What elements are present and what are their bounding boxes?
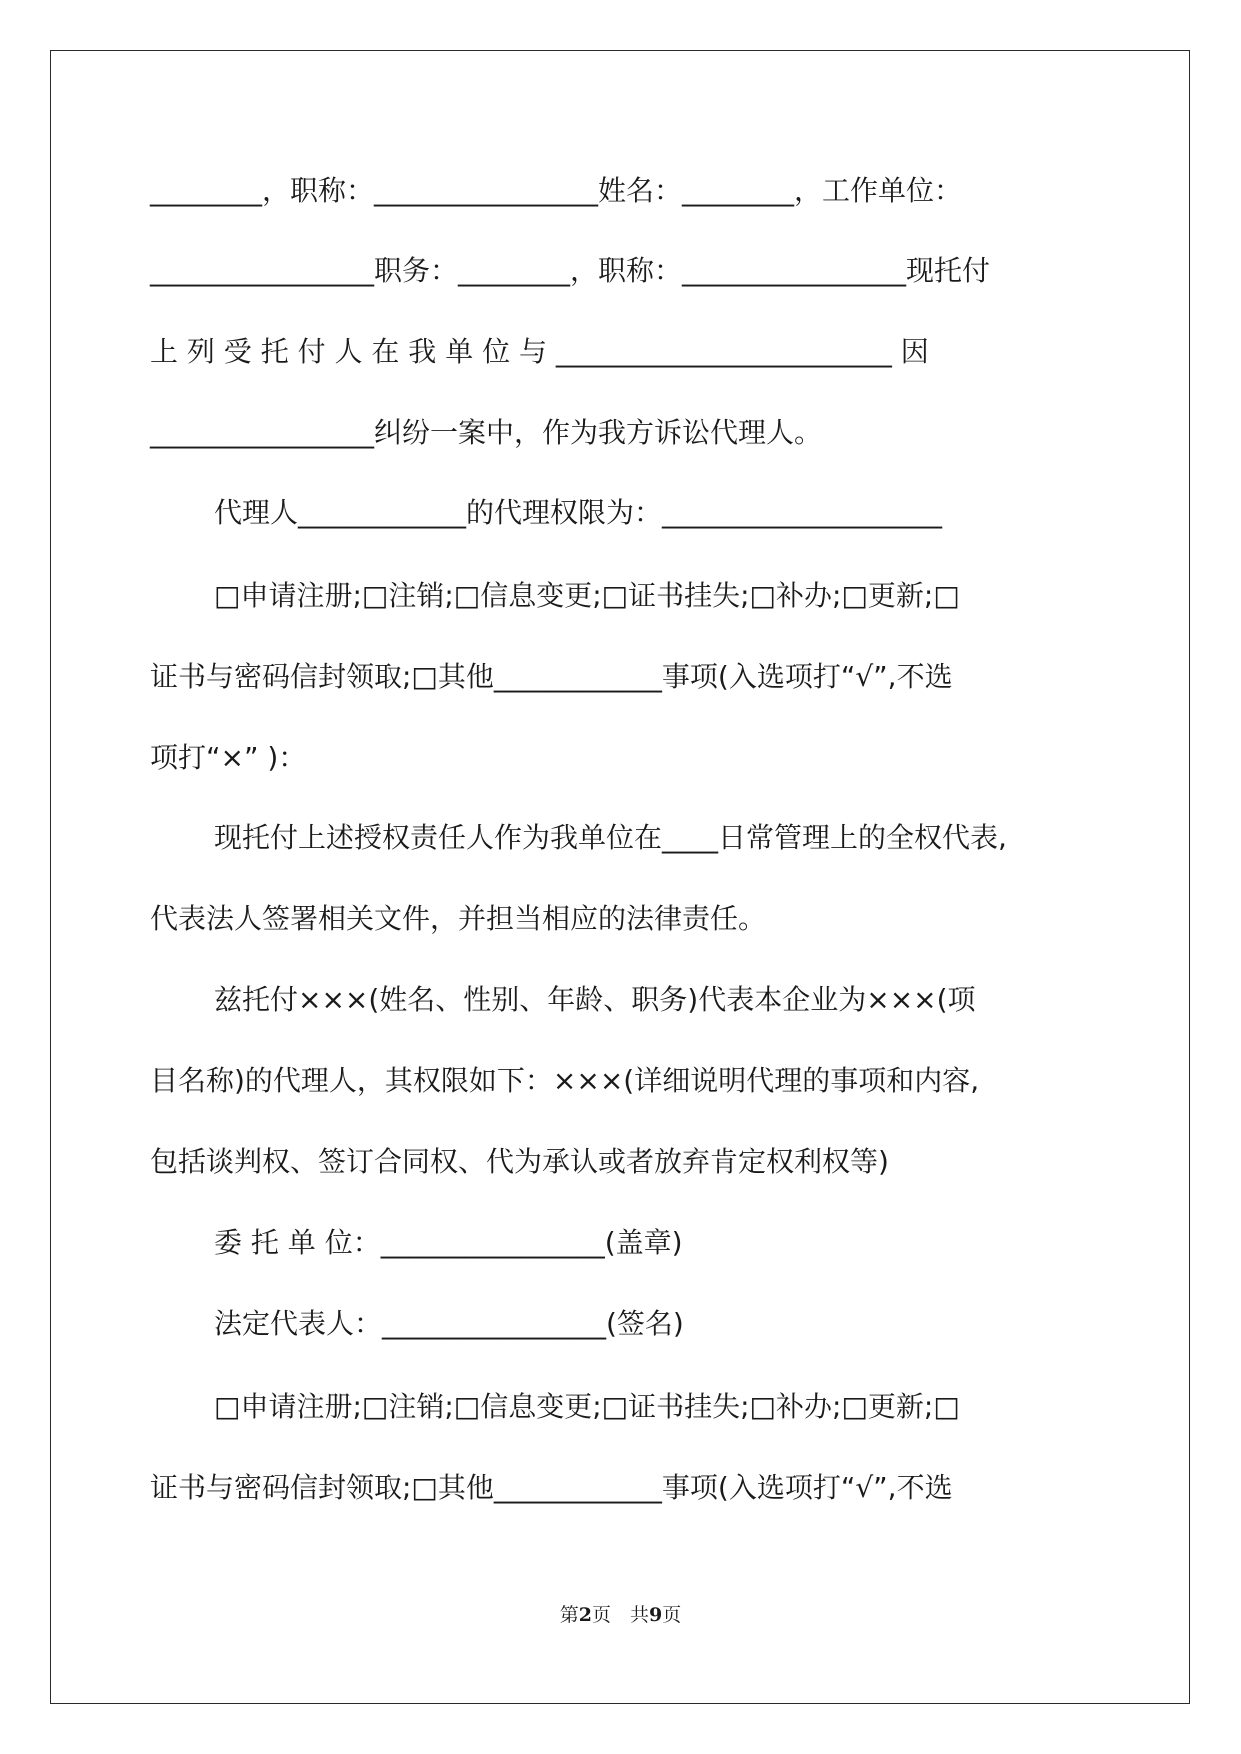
text-line: 代表法人签署相关文件，并担当相应的法律责任。 <box>150 902 767 935</box>
text-line: □申请注册;□注销;□信息变更;□证书挂失;□补办;□更新;□ <box>214 1390 960 1423</box>
text-line: 法定代表人：________________(签名) <box>214 1307 684 1340</box>
text-line: 委 托 单 位：________________(盖章) <box>214 1226 683 1259</box>
text-line: 现托付上述授权责任人作为我单位在____日常管理上的全权代表, <box>214 821 1007 854</box>
text-line: ________________职务：________，职称：________________现托付 <box>150 254 991 287</box>
text-line: ________________纠纷一案中，作为我方诉讼代理人。 <box>150 416 823 449</box>
current-page-number: 2 <box>578 1604 592 1626</box>
total-page-number: 9 <box>649 1604 663 1626</box>
page-footer <box>0 1603 1241 1627</box>
text-line: 包括谈判权、签订合同权、代为承认或者放弃肯定权利权等) <box>150 1145 889 1178</box>
footer-prefix: 第 <box>559 1604 579 1626</box>
text-line: 上 列 受 托 付 人 在 我 单 位 与 ________________________ 因 <box>150 335 929 368</box>
page-border <box>50 50 1190 1704</box>
text-line: 目名称)的代理人，其权限如下：×××(详细说明代理的事项和内容, <box>150 1064 980 1097</box>
footer-suffix: 页 <box>662 1604 682 1626</box>
text-line: 兹托付×××(姓名、性别、年龄、职务)代表本企业为×××(项 <box>214 983 976 1016</box>
text-line: 代理人____________的代理权限为：____________________ <box>214 496 943 529</box>
text-line: 证书与密码信封领取;□其他____________事项(入选项打“√”,不选 <box>150 660 953 693</box>
text-line: 项打“×” )： <box>150 741 307 774</box>
text-line: ________，职称：________________姓名：________，工作单位： <box>150 174 963 207</box>
text-line: 证书与密码信封领取;□其他____________事项(入选项打“√”,不选 <box>150 1471 953 1504</box>
text-line: □申请注册;□注销;□信息变更;□证书挂失;□补办;□更新;□ <box>214 579 960 612</box>
footer-middle: 页 共 <box>591 1604 649 1626</box>
